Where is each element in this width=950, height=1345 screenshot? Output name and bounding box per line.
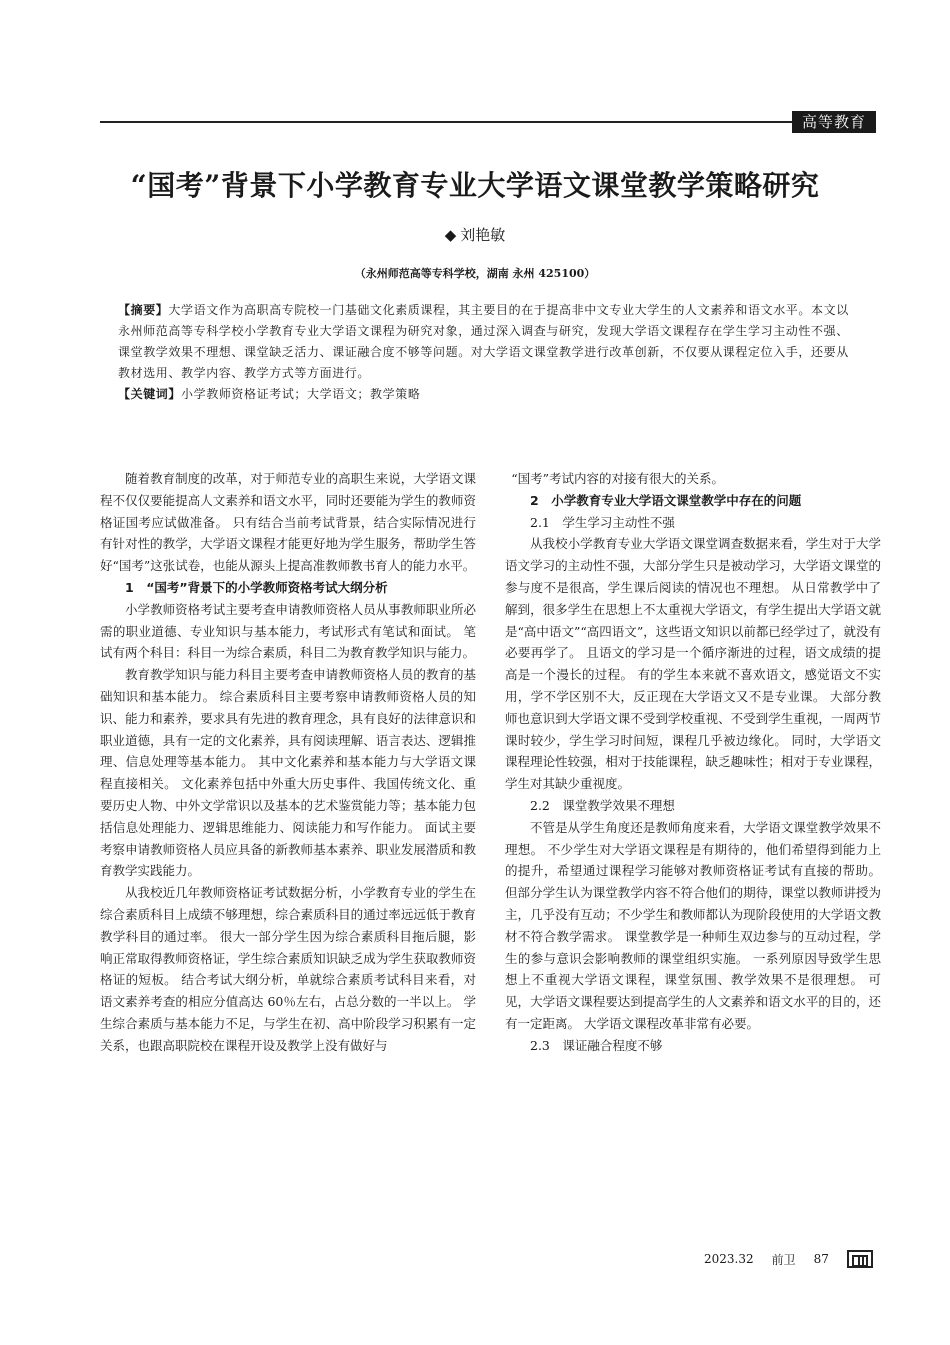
section-heading-2: 2 小学教育专业大学语文课堂教学中存在的问题: [530, 492, 802, 508]
paragraph: 从我校小学教育专业大学语文课堂调查数据来看，学生对于大学语文学习的主动性不强，大部分学生只是被动学习，大学语文课堂的参与度不是很高，学生课后阅读的情况也不理想。 从日常教学中了解到，很多学生在思想上不太重视大学语文，有学生提出大学语文就是“高中语文”“高四语文”，这些语文知识以前都已经学过了，就没有必要再学了。 且语文的学习是一个循序渐进的过程，语文成绩的提高是一个漫长的过程。 有的学生本来就不喜欢语文，感觉语文不实用，学不学区别不大，反正现在大学语文又不是专业课。 大部分教师也意识到大学语文课不受到学校重视、不受到学生重视，一周两节课时较少，学生学习时间短，课程几乎被边缘化。 同时，大学语文课程理论性较强，相对于技能课程，缺乏趣味性；相对于专业课程，学生对其缺少重视度。: [505, 536, 881, 792]
paragraph: 不管是从学生角度还是教师角度来看，大学语文课堂教学效果不理想。 不少学生对大学语文课程是有期待的，他们希望得到能力上的提升，希望通过课程学习能够对教师资格证考试有直接的帮助。 但部分学生认为课堂教学内容不符合他们的期待，课堂以教师讲授为主，几乎没有互动；不少学生和教师都认为现阶段使用的大学语文教材不符合教学需求。 课堂教学是一种师生双边参与的互动过程，学生的参与意识会影响教师的课堂组织实施。 一系列原因导致学生思想上不重视大学语文课程，课堂氛围、教学效果不是很理想。 可见，大学语文课程要达到提高学生的人文素养和语文水平的目的，还有一定距离。 大学语文课程改革非常有必要。: [505, 819, 881, 1031]
subsection-heading-2-1: 2.1 学生学习主动性不强: [530, 514, 675, 530]
right-column: [505, 468, 881, 1057]
keywords-text: 小学教师资格证考试；大学语文；教学策略: [181, 387, 421, 401]
page-footer: [704, 1250, 873, 1268]
diamond-icon: ◆: [444, 226, 457, 244]
article-title: “国考”背景下小学教育专业大学语文课堂教学策略研究: [130, 169, 820, 202]
affiliation: （永州师范高等专科学校，湖南 永州 425100）: [354, 267, 596, 280]
abstract-block: [118, 300, 858, 405]
section-heading-1: 1 “国考”背景下的小学教师资格考试大纲分析: [125, 579, 388, 595]
page-number: 87: [813, 1252, 829, 1266]
issue-number: 2023.32: [704, 1252, 754, 1266]
author-line: [0, 224, 950, 245]
paragraph: “国考”考试内容的对接有很大的关系。: [511, 471, 725, 486]
paragraph: 教育教学知识与能力科目主要考查申请教师资格人员的教育的基础知识和基本能力。 综合素质科目主要考察申请教师资格人员的知识、能力和素养，要求具有先进的教育理念，具有良好的法律意识和职业道德，具有一定的文化素养，具有阅读理解、语言表达、逻辑推理、信息处理等基本能力。 其中文化素养和基本能力与大学语文课程直接相关。 文化素养包括中外重大历史事件、我国传统文化、重要历史人物、中外文学常识以及基本的艺术鉴赏能力等；基本能力包括信息处理能力、逻辑思维能力、阅读能力和写作能力。 面试主要考察申请教师资格人员应具备的新教师基本素养、职业发展潜质和教育教学实践能力。: [100, 667, 476, 879]
paragraph: 从我校近几年教师资格证考试数据分析，小学教育专业的学生在综合素质科目上成绩不够理想，综合素质科目的通过率远远低于教育教学科目的通过率。 很大一部分学生因为综合素质科目拖后腿，影响正常取得教师资格证，学生综合素质知识缺乏成为学生获取教师资格证的短板。 结合考试大纲分析，单就综合素质考试科目来看，对语文素养考查的相应分值高达 60％左右，占总分数的一半以上。 学生综合素质与基本能力不足，与学生在初、高中阶段学习积累有一定关系，也跟高职院校在课程开设及教学上没有做好与: [100, 885, 476, 1053]
abstract-text: 大学语文作为高职高专院校一门基础文化素质课程，其主要目的在于提高非中文专业大学生的人文素养和语文水平。本文以永州师范高等专科学校小学教育专业大学语文课程为研究对象，通过深入调查与研究，发现大学语文课程存在学生学习主动性不强、课堂教学效果不理想、课堂缺乏活力、课证融合度不够等问题。对大学语文课堂教学进行改革创新，不仅要从课程定位入手，还要从教材选用、教学内容、教学方式等方面进行。: [118, 303, 849, 380]
left-column: [100, 468, 476, 1057]
abstract-label: 【摘要】: [118, 303, 169, 317]
journal-name: 前卫: [771, 1252, 796, 1267]
keywords-label: 【关键词】: [118, 387, 182, 401]
section-tag: 高等教育: [792, 111, 876, 133]
header-rule: [100, 121, 792, 123]
paragraph: 小学教师资格考试主要考查申请教师资格人员从事教师职业所必需的职业道德、专业知识与基本能力，考试形式有笔试和面试。 笔试有两个科目：科目一为综合素质，科目二为教育教学知识与能力。: [100, 601, 476, 661]
author-name: 刘艳敏: [460, 226, 506, 244]
subsection-heading-2-3: 2.3 课证融合程度不够: [530, 1037, 663, 1053]
paragraph: 随着教育制度的改革，对于师范专业的高职生来说，大学语文课程不仅仅要能提高人文素养和语文水平，同时还要能为学生的教师资格证国考应试做准备。 只有结合当前考试背景，结合实际情况进行有针对性的教学，大学语文课程才能更好地为学生服务，帮助学生答好“国考”这张试卷，也能从源头上提高准教师教书育人的能力水平。: [100, 471, 476, 574]
keywords: [118, 384, 858, 405]
abstract: [118, 300, 858, 384]
journal-logo-icon: [847, 1250, 873, 1268]
subsection-heading-2-2: 2.2 课堂教学效果不理想: [530, 797, 675, 813]
